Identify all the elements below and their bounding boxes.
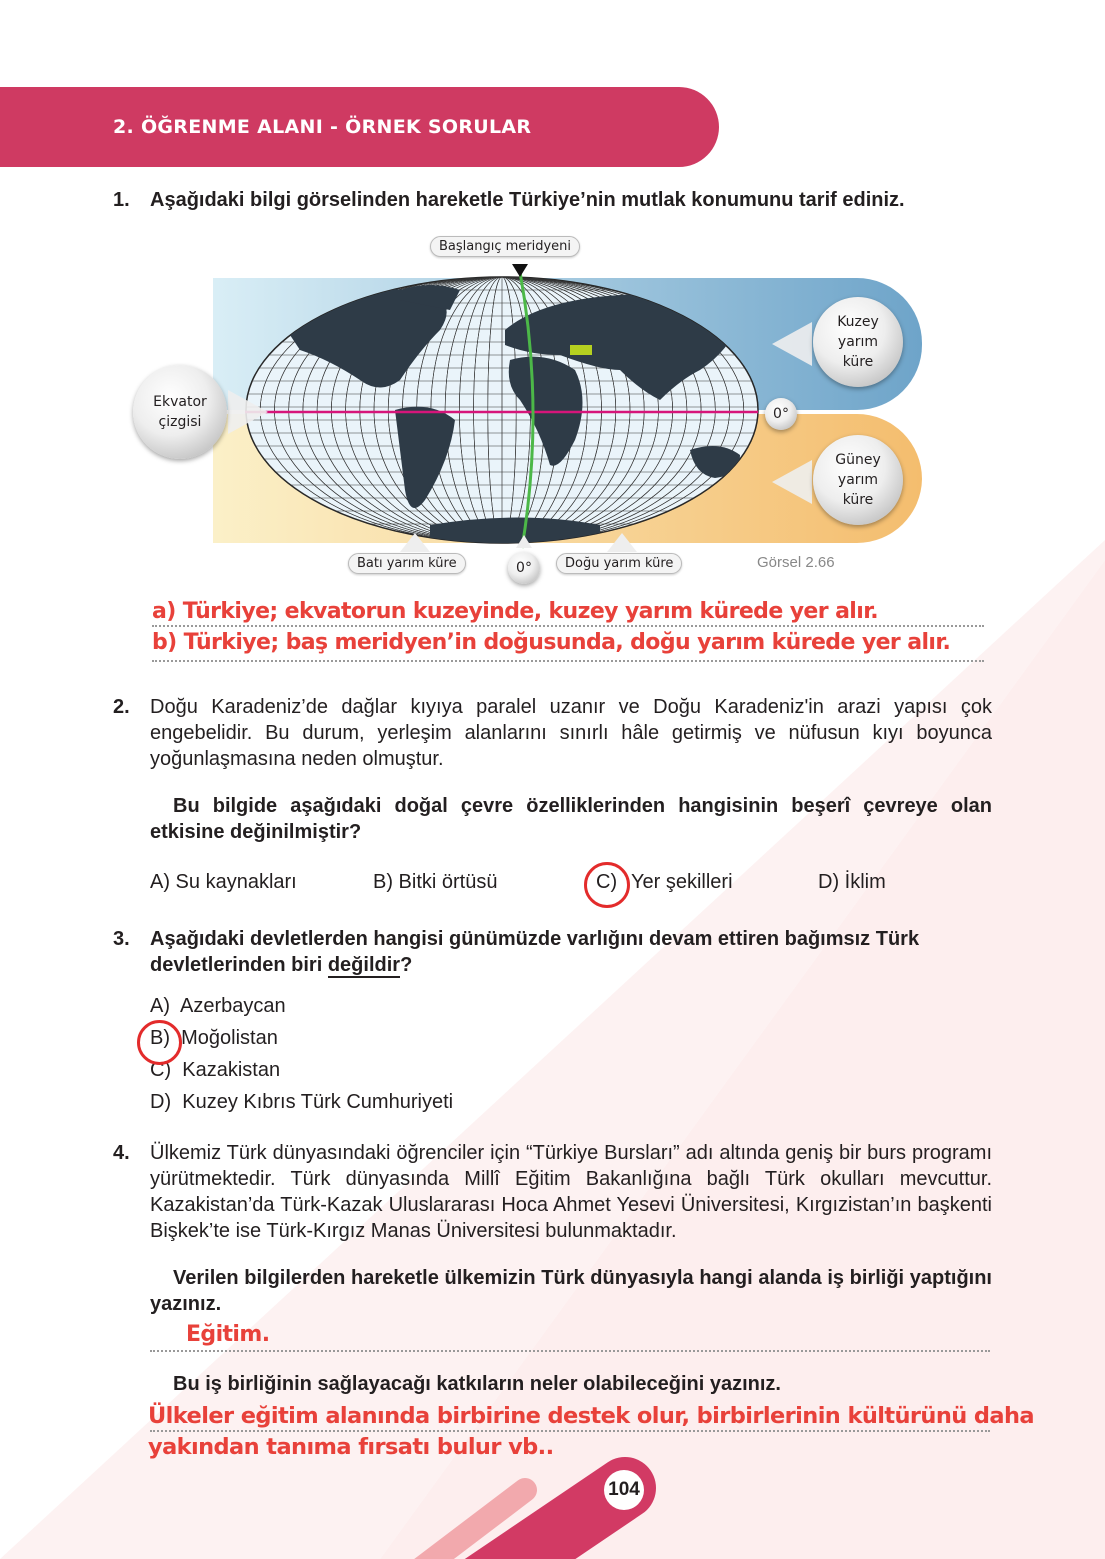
figure-caption: Görsel 2.66 xyxy=(757,554,835,571)
question-number: 2. xyxy=(113,696,130,718)
option-d[interactable]: D) İklim xyxy=(818,871,886,893)
selected-answer-circle xyxy=(137,1020,182,1065)
selected-answer-circle xyxy=(584,862,630,908)
meridian-label: Başlangıç meridyeni xyxy=(430,236,580,257)
option-a[interactable]: A) Azerbaycan xyxy=(150,995,286,1017)
answer-a: a) Türkiye; ekvatorun kuzeyinde, kuzey yarım kürede yer alır. xyxy=(152,599,879,624)
section-title: 2. ÖĞRENME ALANI - ÖRNEK SORULAR xyxy=(113,116,532,138)
option-c[interactable]: C) xyxy=(596,871,618,893)
north-hemisphere-label: Kuzey yarım küre xyxy=(813,297,903,387)
equator-label: Ekvator çizgisi xyxy=(133,365,227,459)
question-text-line2: devletlerinden biri değildir? xyxy=(150,954,413,976)
zero-degree-equator: 0° xyxy=(765,398,797,430)
option-c[interactable]: C) Kazakistan xyxy=(150,1059,281,1081)
question-number: 4. xyxy=(113,1142,130,1164)
option-a[interactable]: A) Su kaynakları xyxy=(150,871,297,893)
answer-2-line1: Ülkeler eğitim alanında birbirine destek olur, birbirlerinin kültürünü daha xyxy=(148,1403,1034,1429)
option-c-label[interactable]: Yer şekilleri xyxy=(631,871,733,893)
page-number: 104 xyxy=(604,1470,644,1510)
option-b[interactable]: B) Bitki örtüsü xyxy=(373,871,498,893)
option-b[interactable]: B) Moğolistan xyxy=(150,1027,278,1049)
south-hemisphere-label: Güney yarım küre xyxy=(813,435,903,525)
question-text-line1: Aşağıdaki devletlerden hangisi günümüzde varlığını devam ettiren bağımsız Türk xyxy=(150,928,920,950)
question-prompt-2: Bu iş birliğinin sağlayacağı katkıların neler olabileceğini yazınız. xyxy=(173,1373,781,1395)
zero-degree-meridian: 0° xyxy=(508,552,540,584)
section-header xyxy=(0,87,719,167)
underlined-word: değildir xyxy=(327,954,401,976)
option-d[interactable]: D) Kuzey Kıbrıs Türk Cumhuriyeti xyxy=(150,1091,454,1113)
question-text: Ülkemiz Türk dünyasındaki öğrenciler için “Türkiye Bursları” adı altında geniş bir burs programı yürütmektedir. Türk dünyasında Millî Eğitim Bakanlığına bağlı Türk okulları mevcuttur. Kazakistan’da Türk-Kazak Uluslararası Hoca Ahmet Yesevi Üniversitesi, Kırgızistan’ın başkenti Bişkek’te ise Türk-Kırgız Manas Üniversitesi bulunmaktadır. xyxy=(150,1142,992,1242)
question-prompt-1: Verilen bilgilerden hareketle ülkemizin Türk dünyasıyla hangi alanda iş birliği yaptığını yazınız. xyxy=(150,1267,992,1315)
question-prompt: Bu bilgide aşağıdaki doğal çevre özelliklerinden hangisinin beşerî çevreye olan etkisine değinilmiştir? xyxy=(150,795,992,843)
west-hemisphere-label: Batı yarım küre xyxy=(348,553,466,574)
answer-2-line2: yakından tanıma fırsatı bulur vb.. xyxy=(148,1434,554,1460)
question-text: Aşağıdaki bilgi görselinden hareketle Türkiye’nin mutlak konumunu tarif ediniz. xyxy=(150,189,905,211)
question-number: 1. xyxy=(113,189,130,211)
question-number: 3. xyxy=(113,928,130,950)
question-text: Doğu Karadeniz’de dağlar kıyıya paralel uzanır ve Doğu Karadeniz'in arazi yapısı çok engebelidir. Bu durum, yerleşim alanlarını sınırlı hâle getirmiş ve nüfusun kıyı boyunca yoğunlaşmasına neden olmuştur. xyxy=(150,696,992,770)
world-map-figure xyxy=(0,230,1105,590)
east-hemisphere-label: Doğu yarım küre xyxy=(556,553,682,574)
answer-1: Eğitim. xyxy=(186,1322,270,1347)
answer-b: b) Türkiye; baş meridyen’in doğusunda, doğu yarım kürede yer alır. xyxy=(152,630,951,655)
